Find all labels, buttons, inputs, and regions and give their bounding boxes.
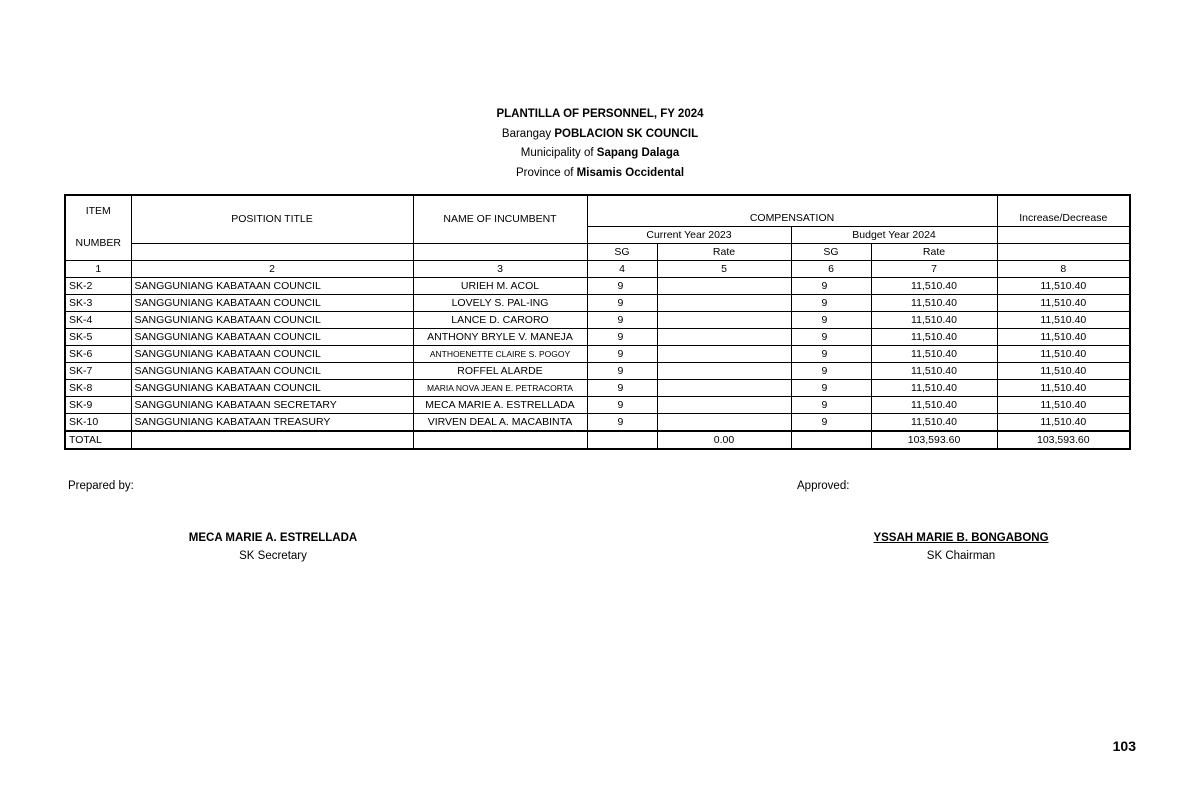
table-row <box>65 328 1130 345</box>
cell-sg-current: 9 <box>587 413 657 431</box>
cell-name: VIRVEN DEAL A. MACABINTA <box>413 413 587 431</box>
cell-rate-current <box>657 311 791 328</box>
name-of-incumbent-header: NAME OF INCUMBENT <box>413 195 587 243</box>
approved-label: Approved: <box>797 480 850 492</box>
approved-by-name: YSSAH MARIE B. BONGABONG <box>873 532 1049 544</box>
municipality-prefix: Municipality of <box>520 147 597 159</box>
cell-position: SANGGUNIANG KABATAAN COUNCIL <box>131 345 413 362</box>
plantilla-table <box>64 194 1131 450</box>
sg-current-header: SG <box>587 243 657 260</box>
cell-rate-current <box>657 379 791 396</box>
cell-rate-budget: 11,510.40 <box>871 328 997 345</box>
cell-rate-budget: 11,510.40 <box>871 345 997 362</box>
cell-increase: 11,510.40 <box>997 294 1130 311</box>
cell-sg-budget: 9 <box>791 311 871 328</box>
cell-position: SANGGUNIANG KABATAAN COUNCIL <box>131 311 413 328</box>
cell-sg-budget: 9 <box>791 328 871 345</box>
table-row <box>65 277 1130 294</box>
cell-rate-current <box>657 277 791 294</box>
cell-rate-current <box>657 362 791 379</box>
province-value: Misamis Occidental <box>576 166 685 179</box>
table-row <box>65 413 1130 431</box>
table-row <box>65 379 1130 396</box>
cell-name: ANTHONY BRYLE V. MANEJA <box>413 328 587 345</box>
col-number-4: 4 <box>587 260 657 277</box>
cell-item: SK-6 <box>65 345 131 362</box>
total-increase: 103,593.60 <box>997 431 1130 449</box>
col-number-7: 7 <box>871 260 997 277</box>
position-title-header: POSITION TITLE <box>131 195 413 243</box>
total-rate-budget: 103,593.60 <box>871 431 997 449</box>
cell-sg-budget: 9 <box>791 345 871 362</box>
province-prefix: Province of <box>515 166 577 179</box>
name-blank-cell <box>413 243 587 260</box>
cell-position: SANGGUNIANG KABATAAN TREASURY <box>131 413 413 431</box>
cell-increase: 11,510.40 <box>997 396 1130 413</box>
cell-sg-budget: 9 <box>791 362 871 379</box>
cell-position: SANGGUNIANG KABATAAN COUNCIL <box>131 294 413 311</box>
cell-rate-current <box>657 294 791 311</box>
col-number-5: 5 <box>657 260 791 277</box>
cell-item: SK-10 <box>65 413 131 431</box>
cell-sg-current: 9 <box>587 362 657 379</box>
cell-position: SANGGUNIANG KABATAAN COUNCIL <box>131 379 413 396</box>
cell-item: SK-8 <box>65 379 131 396</box>
column-number-row <box>65 260 1130 277</box>
col-number-1: 1 <box>65 260 131 277</box>
cell-increase: 11,510.40 <box>997 362 1130 379</box>
cell-name: URIEH M. ACOL <box>413 277 587 294</box>
municipality-value: Sapang Dalaga <box>596 147 680 159</box>
increase-decrease-header: Increase/Decrease <box>997 195 1130 226</box>
cell-position: SANGGUNIANG KABATAAN COUNCIL <box>131 328 413 345</box>
total-blank-name <box>413 431 587 449</box>
cell-sg-budget: 9 <box>791 396 871 413</box>
cell-item: SK-5 <box>65 328 131 345</box>
budget-year-header: Budget Year 2024 <box>791 226 997 243</box>
cell-sg-budget: 9 <box>791 294 871 311</box>
total-blank-sg-current <box>587 431 657 449</box>
cell-rate-budget: 11,510.40 <box>871 311 997 328</box>
cell-rate-current <box>657 396 791 413</box>
col-number-8: 8 <box>997 260 1130 277</box>
increase-blank-cell <box>997 226 1130 243</box>
cell-name: LANCE D. CARORO <box>413 311 587 328</box>
cell-increase: 11,510.40 <box>997 379 1130 396</box>
cell-position: SANGGUNIANG KABATAAN SECRETARY <box>131 396 413 413</box>
cell-rate-current <box>657 328 791 345</box>
cell-rate-budget: 11,510.40 <box>871 413 997 431</box>
cell-item: SK-2 <box>65 277 131 294</box>
approved-by-title: SK Chairman <box>926 550 996 562</box>
sg-budget-header: SG <box>791 243 871 260</box>
total-blank-sg-budget <box>791 431 871 449</box>
table-row <box>65 396 1130 413</box>
cell-sg-budget: 9 <box>791 413 871 431</box>
cell-name: ROFFEL ALARDE <box>413 362 587 379</box>
cell-rate-budget: 11,510.40 <box>871 277 997 294</box>
total-blank-position <box>131 431 413 449</box>
position-blank-cell <box>131 243 413 260</box>
cell-item: SK-3 <box>65 294 131 311</box>
document-title: PLANTILLA OF PERSONNEL, FY 2024 <box>496 108 704 120</box>
cell-item: SK-9 <box>65 396 131 413</box>
increase-blank-cell-2 <box>997 243 1130 260</box>
col-number-6: 6 <box>791 260 871 277</box>
cell-item: SK-7 <box>65 362 131 379</box>
item-header: ITEM <box>65 195 131 226</box>
col-number-2: 2 <box>131 260 413 277</box>
cell-sg-current: 9 <box>587 311 657 328</box>
col-number-3: 3 <box>413 260 587 277</box>
page-number: 103 <box>1112 738 1136 754</box>
current-year-header: Current Year 2023 <box>587 226 791 243</box>
cell-increase: 11,510.40 <box>997 328 1130 345</box>
cell-rate-budget: 11,510.40 <box>871 379 997 396</box>
barangay-line <box>0 125 1200 145</box>
cell-position: SANGGUNIANG KABATAAN COUNCIL <box>131 277 413 294</box>
cell-name: ANTHOENETTE CLAIRE S. POGOY <box>413 345 587 362</box>
cell-rate-budget: 11,510.40 <box>871 396 997 413</box>
cell-name: LOVELY S. PAL-ING <box>413 294 587 311</box>
cell-rate-current <box>657 345 791 362</box>
table-row <box>65 311 1130 328</box>
rate-current-header: Rate <box>657 243 791 260</box>
cell-sg-current: 9 <box>587 328 657 345</box>
cell-sg-current: 9 <box>587 396 657 413</box>
cell-sg-current: 9 <box>587 345 657 362</box>
cell-sg-current: 9 <box>587 294 657 311</box>
table-row <box>65 294 1130 311</box>
barangay-value: POBLACION SK COUNCIL <box>554 127 699 140</box>
province-line <box>0 164 1200 184</box>
barangay-prefix: Barangay <box>501 127 555 140</box>
compensation-header: COMPENSATION <box>587 195 997 226</box>
cell-sg-budget: 9 <box>791 277 871 294</box>
cell-increase: 11,510.40 <box>997 277 1130 294</box>
number-header: NUMBER <box>65 226 131 260</box>
header-row-1 <box>65 195 1130 226</box>
header-row-3 <box>65 243 1130 260</box>
cell-item: SK-4 <box>65 311 131 328</box>
document-header <box>0 105 1200 183</box>
cell-sg-current: 9 <box>587 277 657 294</box>
cell-position: SANGGUNIANG KABATAAN COUNCIL <box>131 362 413 379</box>
cell-rate-current <box>657 413 791 431</box>
prepared-by-name: MECA MARIE A. ESTRELLADA <box>188 532 358 544</box>
total-row <box>65 431 1130 449</box>
cell-sg-budget: 9 <box>791 379 871 396</box>
cell-increase: 11,510.40 <box>997 345 1130 362</box>
cell-name: MECA MARIE A. ESTRELLADA <box>413 396 587 413</box>
rate-budget-header: Rate <box>871 243 997 260</box>
table-row <box>65 362 1130 379</box>
prepared-by-label: Prepared by: <box>68 480 134 492</box>
cell-rate-budget: 11,510.40 <box>871 362 997 379</box>
total-rate-current: 0.00 <box>657 431 791 449</box>
prepared-by-title: SK Secretary <box>239 550 307 562</box>
total-label: TOTAL <box>65 431 131 449</box>
cell-sg-current: 9 <box>587 379 657 396</box>
cell-rate-budget: 11,510.40 <box>871 294 997 311</box>
cell-increase: 11,510.40 <box>997 311 1130 328</box>
cell-increase: 11,510.40 <box>997 413 1130 431</box>
municipality-line <box>0 144 1200 164</box>
table-row <box>65 345 1130 362</box>
cell-name: MARIA NOVA JEAN E. PETRACORTA <box>413 379 587 396</box>
